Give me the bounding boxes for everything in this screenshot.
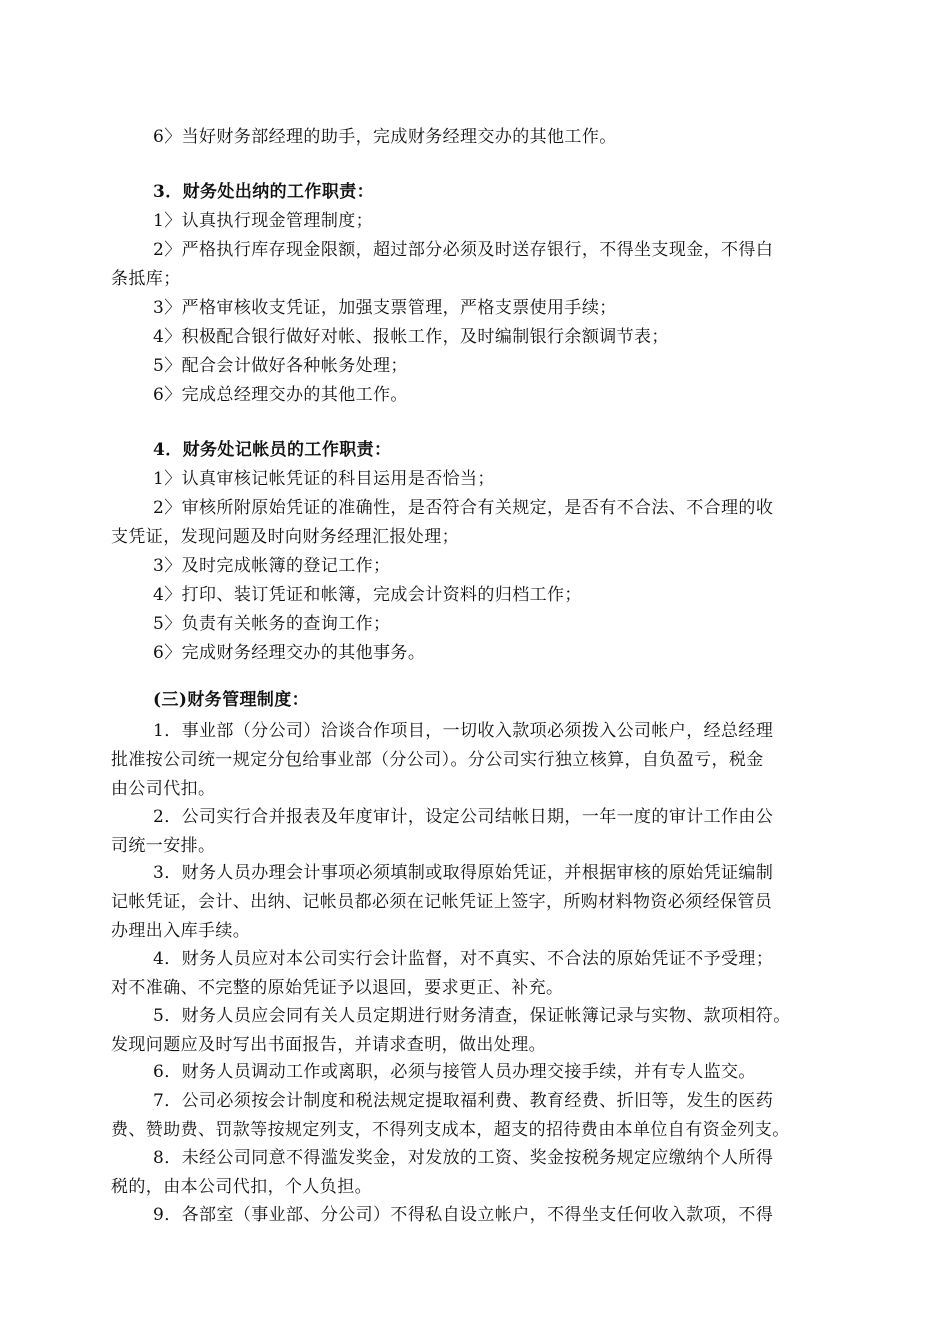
bookkeeper-item-3: 3〉及时完成帐簿的登记工作；	[153, 556, 391, 576]
policy-line-12: 发现问题应及时写出书面报告，并请求查明，做出处理。	[111, 1035, 546, 1055]
cashier-item-2-cont: 条抵库；	[111, 269, 181, 289]
policy-line-17: 税的，由本公司代扣，个人负担。	[111, 1177, 372, 1197]
cashier-item-5: 5〉配合会计做好各种帐务处理；	[153, 356, 408, 376]
policy-line-3: 由公司代扣。	[111, 779, 216, 799]
cashier-item-4: 4〉积极配合银行做好对帐、报帐工作，及时编制银行余额调节表；	[153, 327, 669, 347]
cashier-item-2: 2〉严格执行库存现金限额，超过部分必须及时送存银行，不得坐支现金，不得白	[153, 240, 774, 260]
policy-line-14: 7．公司必须按会计制度和税法规定提取福利费、教育经费、折旧等，发生的医药	[153, 1091, 774, 1111]
policy-line-6: 3．财务人员办理会计事项必须填制或取得原始凭证，并根据审核的原始凭证编制	[153, 863, 774, 883]
cashier-item-3: 3〉严格审核收支凭证，加强支票管理，严格支票使用手续；	[153, 298, 617, 318]
policy-line-8: 办理出入库手续。	[111, 921, 251, 941]
bookkeeper-item-5: 5〉负责有关帐务的查询工作；	[153, 614, 391, 634]
bookkeeper-item-4: 4〉打印、装订凭证和帐簿，完成会计资料的归档工作；	[153, 585, 582, 605]
policy-line-7: 记帐凭证，会计、出纳、记帐员都必须在记帐凭证上签字，所购材料物资必须经保管员	[111, 892, 773, 912]
policy-line-1: 1．事业部（分公司）洽谈合作项目，一切收入款项必须拨入公司帐户，经总经理	[153, 721, 774, 741]
policy-line-10: 对不准确、不完整的原始凭证予以退回，要求更正、补充。	[111, 978, 564, 998]
cashier-item-6: 6〉完成总经理交办的其他工作。	[153, 385, 408, 405]
prev-item-6: 6〉当好财务部经理的助手，完成财务经理交办的其他工作。	[153, 127, 617, 147]
bookkeeper-item-6: 6〉完成财务经理交办的其他事务。	[153, 643, 426, 663]
policy-line-11: 5．财务人员应会同有关人员定期进行财务清查，保证帐簿记录与实物、款项相符。	[153, 1006, 791, 1026]
policy-line-13: 6．财务人员调动工作或离职，必须与接管人员办理交接手续，并有专人监交。	[153, 1062, 756, 1082]
policy-line-2: 批准按公司统一规定分包给事业部（分公司）。分公司实行独立核算，自负盈亏，税金	[111, 750, 764, 770]
policy-line-4: 2．公司实行合并报表及年度审计，设定公司结帐日期，一年一度的审计工作由公	[153, 807, 774, 827]
cashier-heading: 3．财务处出纳的工作职责：	[153, 182, 375, 202]
policy-heading: (三)财务管理制度：	[153, 690, 310, 710]
policy-line-18: 9．各部室（事业部、分公司）不得私自设立帐户，不得坐支任何收入款项，不得	[153, 1205, 774, 1225]
policy-line-16: 8．未经公司同意不得滥发奖金，对发放的工资、奖金按税务规定应缴纳个人所得	[153, 1148, 774, 1168]
policy-line-5: 司统一安排。	[111, 836, 216, 856]
cashier-item-1: 1〉认真执行现金管理制度；	[153, 211, 374, 231]
policy-line-15: 费、赞助费、罚款等按规定列支，不得列支成本，超支的招待费由本单位自有资金列支。	[111, 1120, 790, 1140]
bookkeeper-item-2: 2〉审核所附原始凭证的准确性，是否符合有关规定，是否有不合法、不合理的收	[153, 498, 774, 518]
bookkeeper-heading: 4．财务处记帐员的工作职责：	[153, 440, 392, 460]
bookkeeper-item-1: 1〉认真审核记帐凭证的科目运用是否恰当；	[153, 469, 495, 489]
policy-line-9: 4．财务人员应对本公司实行会计监督，对不真实、不合法的原始凭证不予受理；	[153, 949, 774, 969]
bookkeeper-item-2-cont: 支凭证，发现问题及时向财务经理汇报处理；	[111, 527, 459, 547]
